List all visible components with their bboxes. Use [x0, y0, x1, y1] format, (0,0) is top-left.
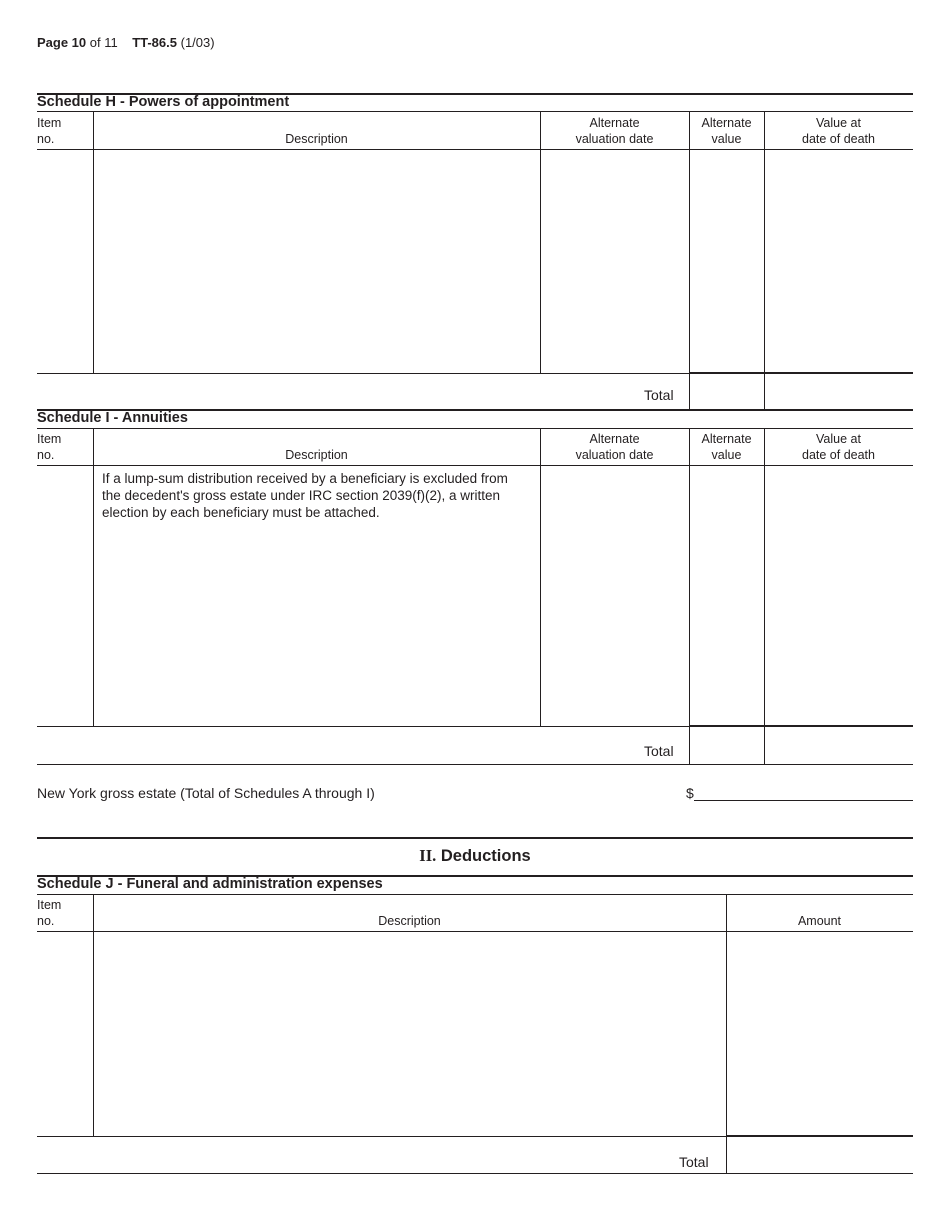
schedule-h-col-divider	[764, 111, 765, 410]
schedule-j-body-bottom-rule	[37, 1136, 726, 1137]
schedule-h-header-rule	[37, 111, 913, 112]
schedule-j-body-rule	[37, 931, 913, 932]
schedule-i-col-divider	[93, 428, 94, 726]
schedule-j-col-divider	[726, 894, 727, 1173]
gross-estate-label: New York gross estate (Total of Schedules A through I)	[37, 785, 375, 801]
schedule-j-item-header: Item no.	[37, 898, 62, 928]
schedule-i-body-rule	[37, 465, 913, 466]
schedule-j-amount-header: Amount	[797, 914, 842, 928]
page-header	[37, 35, 215, 50]
schedule-j-header-rule	[37, 894, 913, 895]
schedule-i-body-bottom-rule	[37, 726, 689, 727]
schedule-i-col-divider	[540, 428, 541, 726]
schedule-h-col-divider	[93, 111, 94, 373]
schedule-i-title: Schedule I - Annuities	[37, 410, 188, 426]
form-date: (1/03)	[180, 35, 215, 50]
schedule-j-col-divider	[93, 894, 94, 1136]
schedule-h-value-death-header: Value at date of death	[802, 116, 875, 146]
form-id: TT-86.5	[132, 35, 177, 50]
schedule-i-bottom-rule	[37, 764, 913, 765]
schedule-i-note: If a lump-sum distribution received by a beneficiary is excluded from the decedent's gross estate under IRC section 2039(f)(2), a written election by each beneficiary must be attached.	[102, 471, 508, 520]
gross-estate-input-line[interactable]	[694, 800, 913, 801]
schedule-h-col-divider	[540, 111, 541, 373]
schedule-j-total-top-rule	[726, 1135, 913, 1137]
schedule-h-body-rule	[37, 149, 913, 150]
page-of: of 11	[89, 35, 118, 50]
schedule-i-alt-date-header: Alternate valuation date	[575, 432, 654, 462]
schedule-i-total-label: Total	[644, 743, 674, 759]
schedule-h-total-label: Total	[644, 387, 674, 403]
schedule-i-item-header: Item no.	[37, 432, 62, 462]
schedule-h-item-header: Item no.	[37, 116, 62, 146]
schedule-i-description-header: Description	[285, 448, 348, 462]
schedule-i-alt-value-header: Alternate value	[701, 432, 752, 462]
deductions-roman: II.	[419, 846, 437, 865]
schedule-i-col-divider	[764, 428, 765, 764]
schedule-h-title: Schedule H - Powers of appointment	[37, 94, 290, 110]
schedule-i-total-top-rule	[689, 725, 913, 727]
schedule-j-bottom-rule	[37, 1173, 913, 1174]
schedule-j-title: Schedule J - Funeral and administration expenses	[37, 876, 383, 892]
deductions-title	[0, 846, 950, 866]
schedule-i-header-rule	[37, 428, 913, 429]
schedule-j-description-header: Description	[378, 914, 441, 928]
schedule-h-col-divider	[689, 111, 690, 410]
deductions-top-rule	[37, 837, 913, 839]
deductions-label: Deductions	[440, 847, 531, 865]
schedule-i-col-divider	[689, 428, 690, 764]
schedule-h-description-header: Description	[285, 132, 348, 146]
schedule-h-alt-value-header: Alternate value	[701, 116, 752, 146]
schedule-i-value-death-header: Value at date of death	[802, 432, 875, 462]
gross-estate-currency: $	[686, 785, 694, 801]
schedule-j-total-label: Total	[679, 1154, 709, 1170]
page-label: Page 10	[37, 35, 87, 50]
schedule-h-body-bottom-rule	[37, 373, 689, 374]
schedule-h-alt-date-header: Alternate valuation date	[575, 116, 654, 146]
schedule-h-total-top-rule	[689, 372, 913, 374]
